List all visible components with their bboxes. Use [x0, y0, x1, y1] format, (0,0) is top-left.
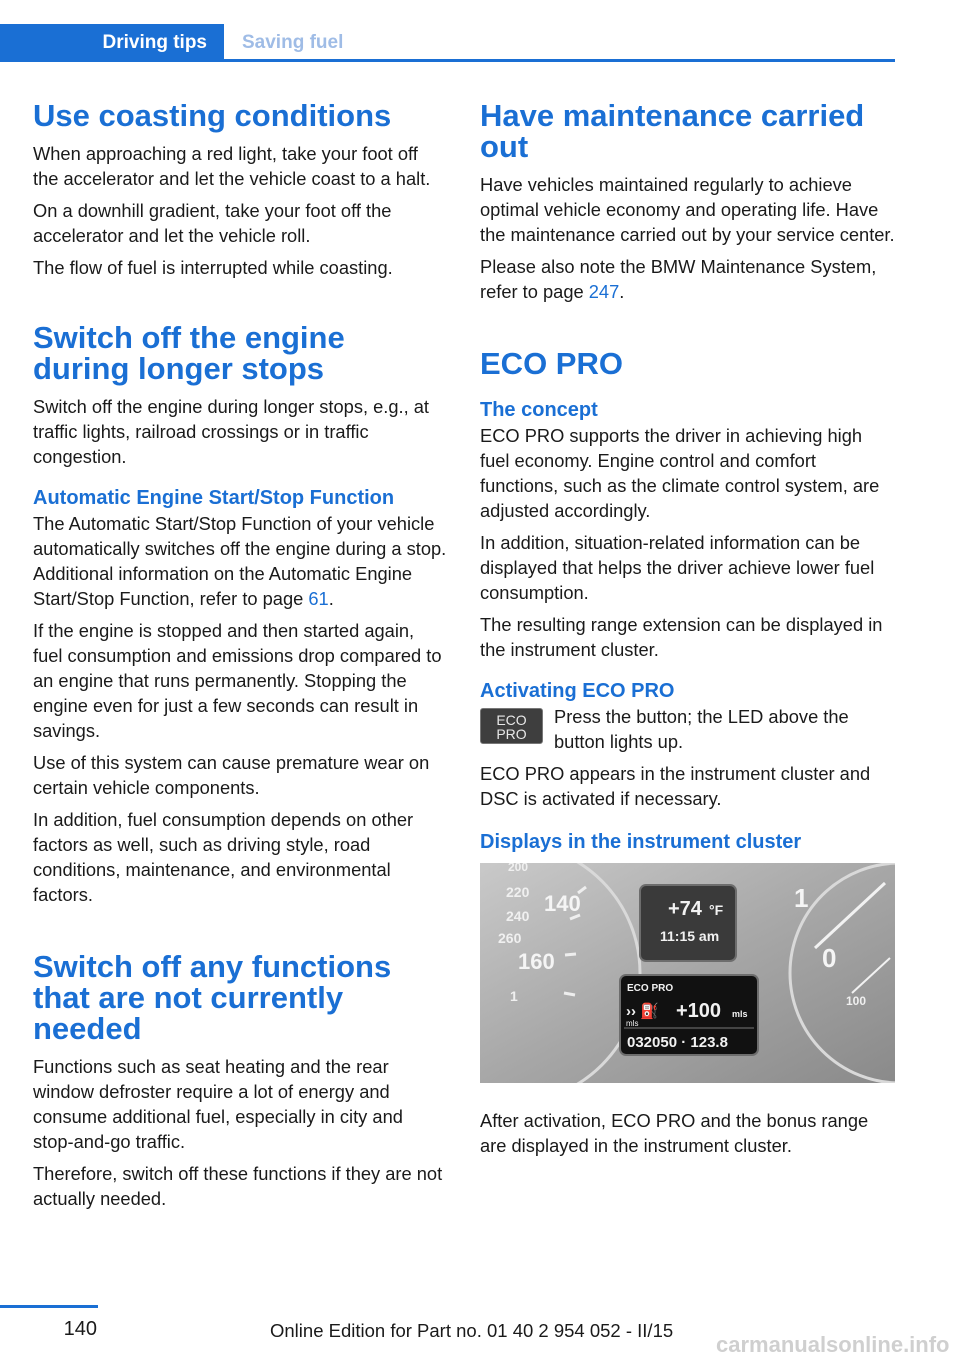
paragraph: ECO PRO appears in the instrument cluster and DSC is activated if necessary. [480, 763, 871, 809]
heading-activating-eco-pro: Activating ECO PRO [480, 680, 675, 702]
bonus-small-unit: mls [626, 1019, 639, 1028]
speed-label: 260 [498, 930, 522, 946]
paragraph: Switch off the engine during longer stops, e.g., at traffic lights, railroad crossings or in traffic congestion. [33, 396, 430, 467]
speed-label: 1 [510, 988, 518, 1004]
watermark: carmanualsonline.info [716, 1332, 950, 1357]
edition-note: Online Edition for Part no. 01 40 2 954 052 - II/15 [270, 1320, 674, 1341]
heading-switch-off-engine: Switch off the engine during longer stops [33, 320, 345, 386]
temperature: +74 [668, 898, 702, 920]
heading-maintenance: Have maintenance carried out [480, 98, 865, 164]
eco-btn-line2: PRO [496, 726, 527, 742]
odometer: 032050 · 123.8 [627, 1034, 728, 1051]
paragraph: On a downhill gradient, take your foot off the accelerator and let the vehicle roll. [33, 200, 392, 246]
eco-chevrons-icon: ›› ⛽ [626, 1003, 659, 1020]
page-link-247[interactable]: 247 [588, 281, 620, 302]
bonus-range: +100 [676, 1000, 722, 1022]
paragraph: Use of this system can cause premature wear on certain vehicle components. [33, 752, 430, 798]
tab-driving-tips[interactable]: Driving tips [0, 24, 224, 62]
footer-rule [0, 1305, 98, 1308]
right-column [480, 100, 896, 1165]
heading-displays: Displays in the instrument cluster [480, 831, 802, 853]
eco-pro-button-icon [480, 708, 543, 744]
paragraph: Functions such as seat heating and the rear window defroster require a lot of energy and consume additional fuel, especially in city and stop-and-go traffic. [33, 1056, 403, 1152]
heading-concept: The concept [480, 399, 598, 421]
paragraph: If the engine is stopped and then started again, fuel consumption and emissions drop compared to an engine that runs permanently. Stopping the engine even for just a few seconds can result in savings. [33, 620, 442, 741]
clock: 11:15 am [660, 928, 720, 944]
paragraph: The flow of fuel is interrupted while coasting. [33, 257, 393, 278]
instrument-cluster-image [480, 863, 895, 1083]
speed-label: 140 [544, 891, 581, 916]
tach-mark: 100 [846, 994, 867, 1008]
speed-label: 240 [506, 908, 530, 924]
page-link-61[interactable]: 61 [308, 588, 329, 609]
paragraph: After activation, ECO PRO and the bonus range are displayed in the instrument cluster. [480, 1110, 869, 1156]
page-header [0, 24, 895, 62]
paragraph: The resulting range extension can be displayed in the instrument cluster. [480, 614, 883, 660]
temperature-unit: °F [709, 902, 724, 918]
paragraph: Have vehicles maintained regularly to achieve optimal vehicle economy and operating life. Have the maintenance carried out by your service center. [480, 174, 895, 245]
speed-label: 200 [508, 863, 529, 874]
paragraph: Therefore, switch off these functions if they are not actually needed. [33, 1163, 443, 1209]
header-rule [0, 59, 895, 62]
paragraph: Please also note the BMW Maintenance System, refer to page 247. [480, 256, 877, 302]
heading-switch-off-functions: Switch off any functions that are not currently needed [33, 949, 392, 1046]
heading-eco-pro: ECO PRO [480, 346, 623, 381]
paragraph: Press the button; the LED above the button lights up. [554, 706, 849, 752]
paragraph-text: The Automatic Start/Stop Function of your vehicle automatically switches off the engine during a stop. Additional information on the Automatic Engine Start/Stop Function, refer to page [33, 513, 447, 609]
tab-saving-fuel[interactable]: Saving fuel [242, 32, 344, 53]
paragraph: ECO PRO supports the driver in achieving high fuel economy. Engine control and comfort functions, such as the climate control system, are adjusted accordingly. [480, 425, 880, 521]
left-column [33, 100, 448, 1218]
bonus-range-unit: mls [732, 1009, 748, 1019]
paragraph: In addition, fuel consumption depends on other factors as well, such as driving style, road conditions, maintenance, and environmental factors. [33, 809, 414, 905]
eco-pro-display-label: ECO PRO [627, 983, 674, 994]
speed-label: 220 [506, 884, 530, 900]
paragraph-text: Please also note the BMW Maintenance System, refer to page [480, 256, 877, 302]
paragraph: The Automatic Start/Stop Function of your vehicle automatically switches off the engine during a stop. Additional information on the Automatic Engine Start/Stop Function, refer to page 61. [33, 513, 447, 609]
heading-coasting: Use coasting conditions [33, 98, 392, 133]
tach-mark: 0 [822, 943, 837, 973]
upper-display [640, 885, 736, 961]
heading-start-stop: Automatic Engine Start/Stop Function [33, 487, 395, 509]
paragraph: When approaching a red light, take your foot off the accelerator and let the vehicle coast to a halt. [33, 143, 431, 189]
speed-label: 160 [518, 949, 555, 974]
eco-btn-line1: ECO [496, 712, 527, 728]
eco-pro-instruction [480, 704, 896, 754]
paragraph: In addition, situation-related information can be displayed that helps the driver achieve lower fuel consumption. [480, 532, 875, 603]
page-number: 140 [63, 1318, 97, 1340]
tach-mark: 1 [794, 883, 809, 913]
